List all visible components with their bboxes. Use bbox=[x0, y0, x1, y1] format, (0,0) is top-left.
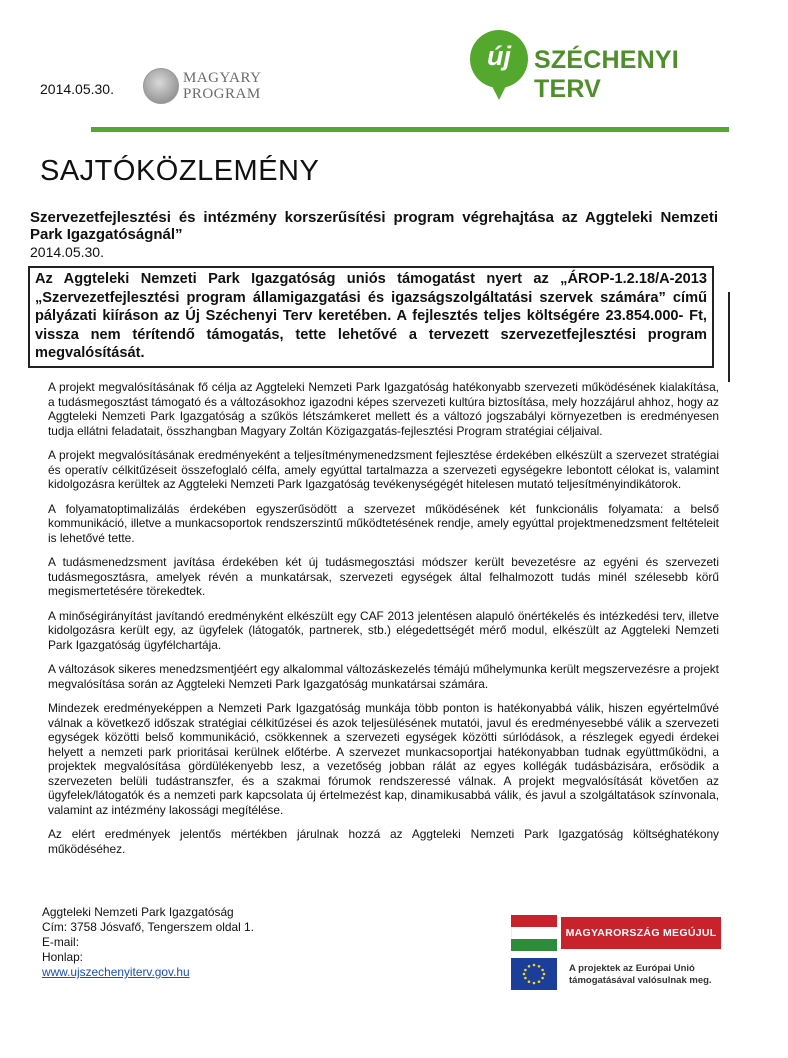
hungarian-flag-icon bbox=[511, 939, 557, 951]
eu-flag-icon bbox=[511, 958, 557, 990]
hungarian-flag-icon bbox=[511, 927, 558, 939]
magyary-program-logo bbox=[143, 68, 273, 104]
contact-address: Cím: 3758 Jósvafő, Tengerszem oldal 1. bbox=[42, 920, 254, 934]
body-paragraph: A folyamatoptimalizálás érdekében egyszerűsödött a szervezet működésének két funkcionális folyamata: a belső kommunikáció, illetve a munkacsoportok rendszerszintű működtetésének rendje, amely egyúttal projektmenedzsment feltételeit is lehetővé tette. bbox=[48, 501, 719, 545]
page-title: SAJTÓKÖZLEMÉNY bbox=[40, 155, 320, 187]
magyarorszag-megujul-badge bbox=[511, 915, 721, 951]
eu-support-badge bbox=[511, 958, 741, 992]
contact-email: E-mail: bbox=[42, 935, 79, 949]
side-divider bbox=[728, 292, 730, 382]
eu-line1: A projektek az Európai Unió bbox=[569, 963, 695, 974]
magyary-line2: PROGRAM bbox=[183, 86, 261, 102]
body-paragraph: Mindezek eredményeképpen a Nemzeti Park Igazgatóság munkája több ponton is hatékonyabbá válik, hiszen egyértelművé válnak a következő időszak stratégiai célkitűzései és azok teljesülésének mutatói, javul és eredményesebbé válik a szervezeti egységek közötti belső kommunikáció, csökkennek a szervezeti egységek közötti súrlódások, a részlegek egyedi érdekei helyett a nemzeti park prioritásai kerülnek előtérbe. A szervezet munkacsoportjai hatékonyabban tudnak együttműködni, a projektek megvalósítása gördülékenyebb lesz, a vezetőség jobban rálát az egyes kollégák tudásbázisára, erősödik a szervezeten belüli tudástranszfer, és a szakmai fórumok rendszeressé válnak. A projekt megvalósítását követően az ügyfelek/látogatók és a nemzeti park kapcsolata új értelmezést kap, dinamikusabbá válik, és javul a szolgáltatások színvonala, valamint az intézmény lakossági megítélése. bbox=[48, 701, 719, 817]
megujul-label: MAGYARORSZÁG MEGÚJUL bbox=[561, 917, 721, 949]
body-text bbox=[48, 380, 719, 866]
body-paragraph: A projekt megvalósításának fő célja az Aggteleki Nemzeti Park Igazgatóság hatékonyabb szervezeti működésének kialakítása, a tudásmegosztást támogató és a változásokhoz igazodni képes szervezeti kultúra biztosítása, mely hozzájárul ahhoz, hogy az Aggteleki Nemzeti Park Igazgatóság a szűkös létszámkeret mellett és a változó jogszabályi környezetben is eredményesen tudja ellátni feladatait, összhangban Magyary Zoltán Közigazgatás-fejlesztési Program stratégiai céljaival. bbox=[48, 380, 719, 438]
publication-date: 2014.05.30. bbox=[30, 244, 104, 260]
lead-paragraph-box bbox=[28, 266, 714, 368]
homepage-link[interactable]: www.ujszechenyiterv.gov.hu bbox=[42, 965, 190, 979]
contact-block bbox=[42, 905, 254, 980]
magyary-seal-icon bbox=[143, 68, 179, 104]
uj-label: új bbox=[487, 41, 511, 71]
body-paragraph: Az elért eredmények jelentős mértékben járulnak hozzá az Aggteleki Nemzeti Park Igazgatóság költséghatékony működéséhez. bbox=[48, 827, 719, 856]
subtitle: Szervezetfejlesztési és intézmény korszerűsítési program végrehajtása az Aggteleki Nemzeti Park Igazgatóságnál” bbox=[30, 209, 718, 243]
eu-stars-icon bbox=[511, 958, 557, 990]
contact-homepage: Honlap: bbox=[42, 950, 83, 964]
body-paragraph: A tudásmenedzsment javítása érdekében két új tudásmegosztási módszer került bevezetésre az egyéni és szervezeti tudásmegosztásra, amelyek révén a munkatársak, szervezeti egységek által felhalmozott tudás minél szélesebb körű megismertetésére törekedtek. bbox=[48, 555, 719, 598]
body-paragraph: A minőségirányítást javítandó eredményként elkészült egy CAF 2013 jelentésen alapuló önértékelés és intézkedési terv, illetve kidolgozásra került egy, az ügyfelek (látogatók, partnerek, stb.) elégedettségét mérő modul, elkészült az Aggteleki Nemzeti Park Igazgatóság ügyfélchartája. bbox=[48, 608, 719, 652]
magyary-line1: MAGYARY bbox=[183, 70, 262, 86]
szechenyi-terv-label: SZÉCHENYI TERV bbox=[534, 46, 679, 103]
lead-text: Az Aggteleki Nemzeti Park Igazgatóság uniós támogatást nyert az „ÁROP-1.2.18/A-2013 „Szervezetfejlesztési program államigazgatási és igazságszolgáltatási szervek számára” című pályázati kiíráson az Új Széchenyi Terv keretében. A fejlesztés teljes költségére 23.854.000- Ft, vissza nem térítendő támogatás, tette lehetővé a tervezett szervezetfejlesztési program megvalósítását. bbox=[35, 271, 707, 361]
header-divider bbox=[91, 127, 729, 132]
header-date: 2014.05.30. bbox=[40, 81, 114, 97]
szechenyi-terv-logo bbox=[470, 30, 730, 108]
magyary-logo-text bbox=[183, 70, 262, 102]
contact-org: Aggteleki Nemzeti Park Igazgatóság bbox=[42, 905, 234, 919]
eu-support-text bbox=[569, 963, 712, 987]
hungarian-flag-icon bbox=[511, 915, 557, 927]
body-paragraph: A változások sikeres menedzsmentjéért egy alkalommal változáskezelés témájú műhelymunka került megszervezésre a projekt megvalósítása során az Aggteleki Nemzeti Park Igazgatóság munkatársai számára. bbox=[48, 662, 719, 691]
eu-line2: támogatásával valósulnak meg. bbox=[569, 975, 712, 986]
body-paragraph: A projekt megvalósításának eredményeként a teljesítménymenedzsment fejlesztése érdekében elkészült a szervezet stratégiai és operatív célkitűzéseit összefoglaló célfa, amely egyúttal tartalmazza a szervezeti egységekre lebontott célokat is, valamint kidolgozásra kerültek az Aggteleki Nemzeti Park Igazgatóság tevékenységégét hitelesen mutató teljesítményindikátorok. bbox=[48, 448, 719, 491]
